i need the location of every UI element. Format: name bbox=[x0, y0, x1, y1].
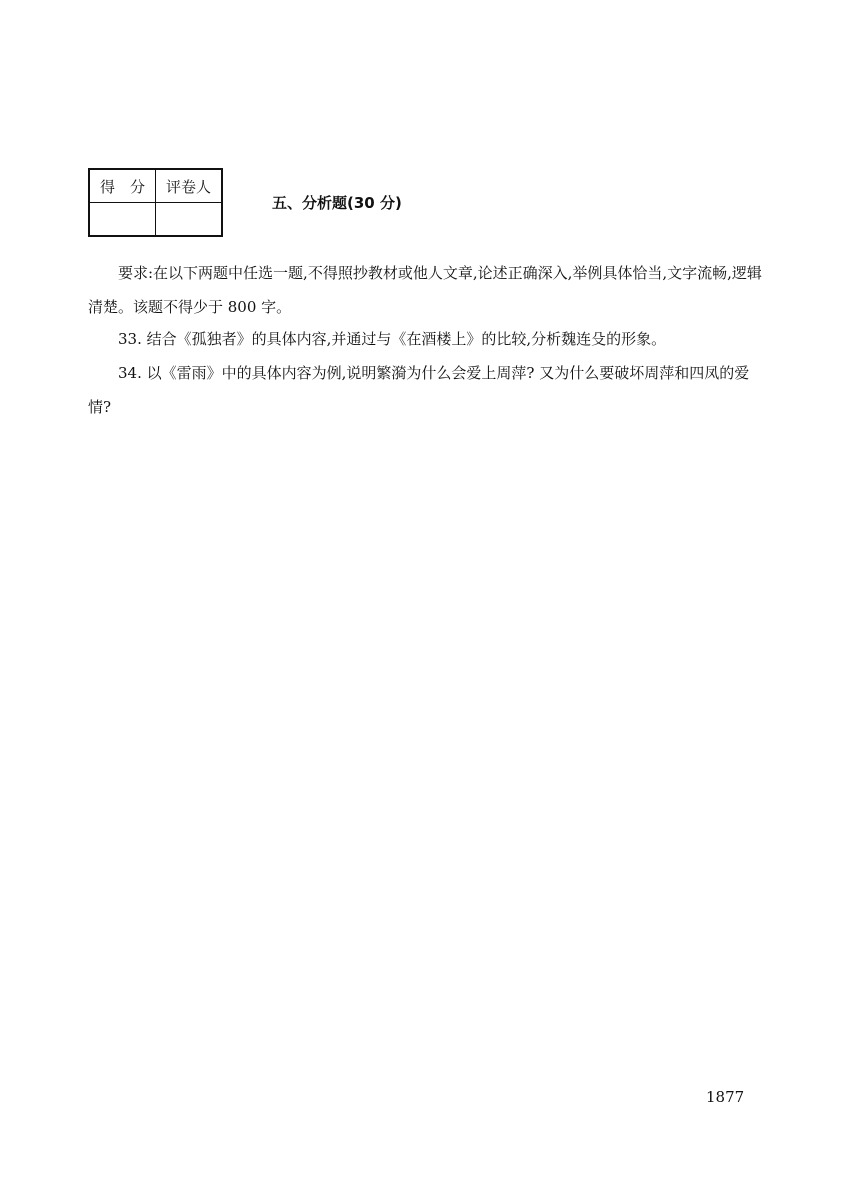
grader-value-cell bbox=[156, 203, 223, 237]
score-table bbox=[88, 168, 223, 237]
score-label: 得 分 bbox=[89, 169, 156, 203]
section-title: 五、分析题(30 分) bbox=[272, 194, 402, 212]
question-33: 33. 结合《孤独者》的具体内容,并通过与《在酒楼上》的比较,分析魏连殳的形象。 bbox=[118, 330, 667, 348]
requirements-text: 要求:在以下两题中任选一题,不得照抄教材或他人文章,论述正确深入,举例具体恰当,文字流畅,逻辑清楚。该题不得少于 800 字。 bbox=[88, 264, 762, 316]
grader-label: 评卷人 bbox=[156, 169, 223, 203]
question-34: 34. 以《雷雨》中的具体内容为例,说明繁漪为什么会爱上周萍? 又为什么要破坏周萍和四凤的爱情? bbox=[88, 364, 750, 416]
page-number: 1877 bbox=[706, 1088, 745, 1106]
score-value-cell bbox=[89, 203, 156, 237]
